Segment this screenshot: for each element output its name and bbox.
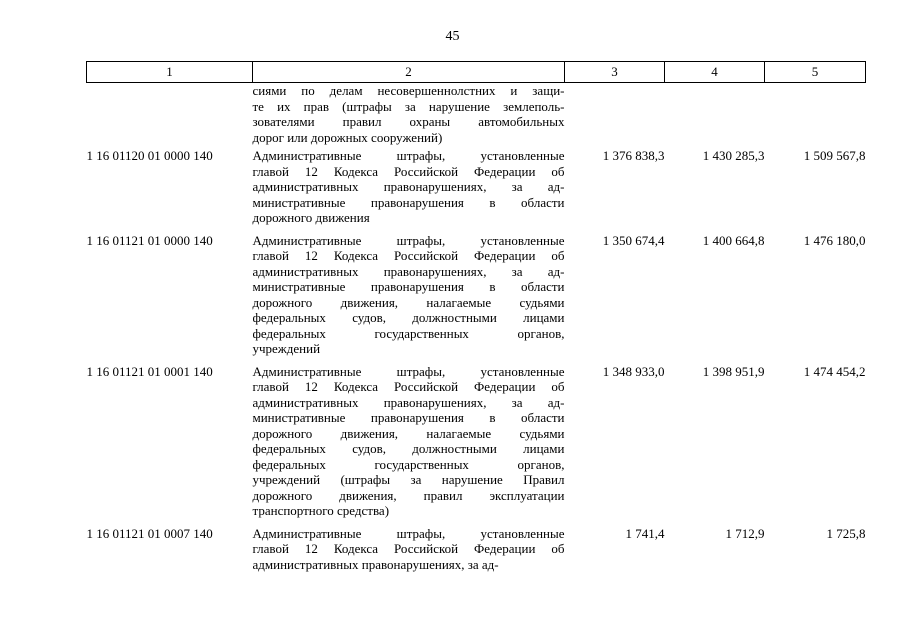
name-line: главой 12 Кодекса Российской Федерации об: [252, 379, 565, 394]
row-value-3: 1 741,4: [625, 525, 665, 541]
row-value-5: 1 509 567,8: [803, 148, 866, 163]
name-line: федеральных судов, должностными лицами: [252, 441, 565, 456]
row-value-3: 1 350 674,4: [602, 232, 665, 248]
row-name: [253, 361, 565, 523]
name-line: административных правонарушениях, за ад-: [252, 394, 565, 410]
name-line: дорог или дорожных сооружений): [252, 129, 443, 145]
name-line: административных правонарушениях, за ад-: [252, 179, 565, 194]
row-value-5: 1 725,8: [826, 525, 866, 541]
name-line: Административные штрафы, установленные: [252, 363, 565, 379]
row-name: [253, 523, 565, 577]
name-line: главой 12 Кодекса Российской Федерации об: [252, 541, 565, 556]
row-code: 1 16 01120 01 0000 140: [86, 148, 213, 163]
name-line: дорожного движения: [252, 210, 370, 225]
continuation-name: [253, 83, 565, 146]
table-row: [87, 145, 866, 230]
table-body: [87, 83, 866, 577]
name-line: Административные штрафы, установленные: [252, 148, 565, 163]
name-line: транспортного средства): [252, 503, 390, 518]
name-line: административных правонарушениях, за ад-: [252, 263, 565, 279]
row-value-4: 1 712,9: [725, 525, 765, 541]
name-line: федеральных судов, должностными лицами: [252, 310, 565, 325]
name-line: министративные правонарушения в области: [252, 410, 565, 425]
header-col-1: 1: [87, 62, 253, 83]
row-value-5: 1 474 454,2: [803, 363, 866, 379]
table-row: [87, 523, 866, 577]
header-col-4: 4: [665, 62, 765, 83]
name-line: дорожного движения, налагаемые судьями: [252, 294, 565, 310]
name-line: сиями по делам несовершеннолстних и защи-: [252, 83, 565, 98]
name-line: главой 12 Кодекса Российской Федерации об: [252, 163, 565, 179]
name-line: зователями правил охраны автомобильных: [252, 114, 565, 129]
row-code: 1 16 01121 01 0001 140: [86, 363, 213, 379]
header-col-2: 2: [253, 62, 565, 83]
name-line: федеральных государственных органов,: [252, 325, 565, 341]
name-line: учреждений (штрафы за нарушение Правил: [252, 472, 565, 487]
continuation-row: [87, 83, 866, 146]
row-value-4: 1 400 664,8: [702, 232, 765, 248]
row-code: 1 16 01121 01 0000 140: [86, 232, 213, 248]
row-name: [253, 230, 565, 361]
header-col-3: 3: [565, 62, 665, 83]
row-value-3: 1 348 933,0: [602, 363, 665, 379]
row-value-5: 1 476 180,0: [803, 232, 866, 248]
name-line: главой 12 Кодекса Российской Федерации об: [252, 248, 565, 263]
budget-table: [86, 61, 866, 576]
name-line: административных правонарушениях, за ад-: [252, 556, 499, 572]
name-line: федеральных государственных органов,: [252, 456, 565, 472]
name-line: дорожного движения, налагаемые судьями: [252, 425, 565, 441]
row-value-4: 1 430 285,3: [702, 148, 765, 163]
table-row: [87, 361, 866, 523]
name-line: учреждений: [252, 341, 321, 356]
name-line: министративные правонарушения в области: [252, 194, 565, 210]
row-code: 1 16 01121 01 0007 140: [86, 525, 213, 541]
row-value-3: 1 376 838,3: [602, 148, 665, 163]
table-row: [87, 230, 866, 361]
name-line: те их прав (штрафы за нарушение землеполь-: [252, 98, 565, 114]
name-line: дорожного движения, правил эксплуатации: [252, 487, 565, 503]
row-name: [253, 145, 565, 230]
continuation-code: [87, 83, 253, 146]
name-line: Административные штрафы, установленные: [252, 525, 565, 541]
table-header: [87, 62, 866, 83]
header-col-5: 5: [765, 62, 866, 83]
page-number: 45: [445, 29, 460, 44]
row-value-4: 1 398 951,9: [702, 363, 765, 379]
name-line: Административные штрафы, установленные: [252, 232, 565, 248]
name-line: министративные правонарушения в области: [252, 279, 565, 294]
